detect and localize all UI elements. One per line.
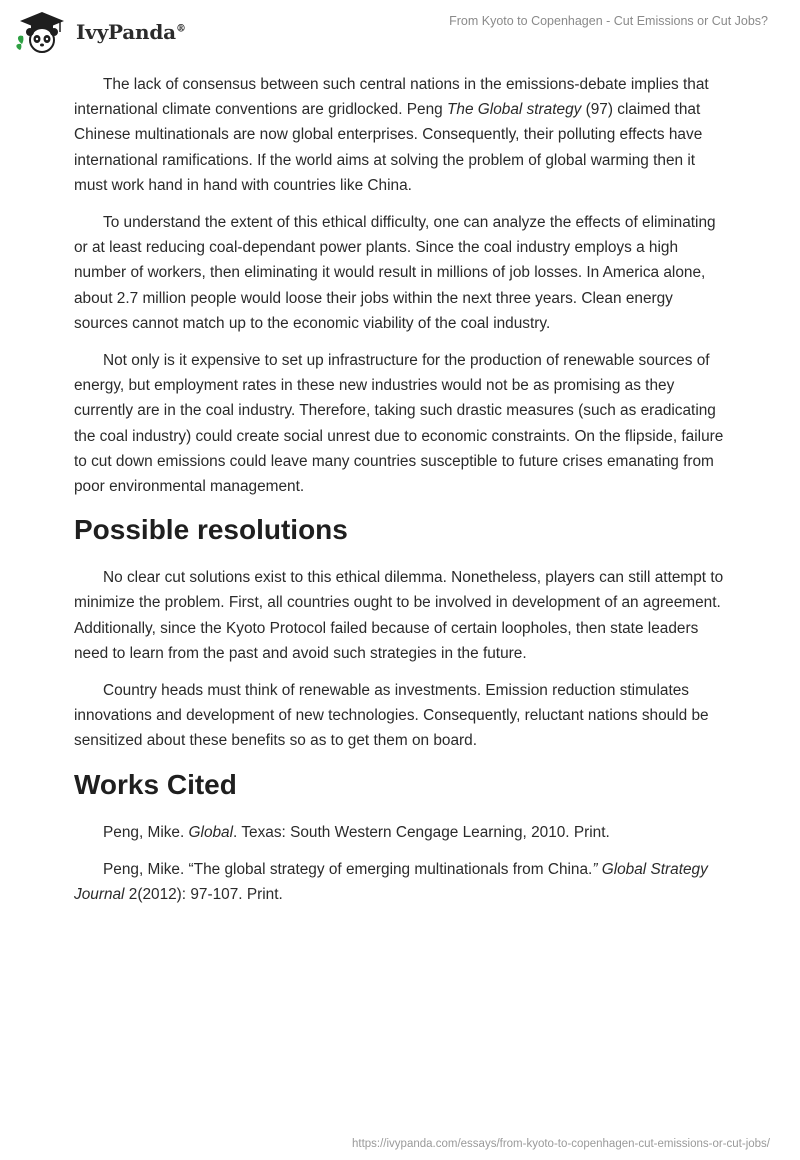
section-heading-works-cited: Works Cited <box>74 768 237 800</box>
paragraph: To understand the extent of this ethical difficulty, one can analyze the effects of eliminating or at least reducing coal-dependant power plants. Since the coal industry employs a high number of workers, then eliminating it would result in millions of job losses. In America alone, about 2.7 million people would loose their jobs within the next three years. Clean energy sources cannot match up to the economic viability of the coal industry. <box>74 214 716 332</box>
panda-graduation-icon <box>14 10 70 54</box>
paragraph: No clear cut solutions exist to this ethical dilemma. Nonetheless, players can still attempt to minimize the problem. First, all countries ought to be involved in development of an agreement. Additionally, since the Kyoto Protocol failed because of certain loopholes, then state leaders need to learn from the past and avoid such strategies in the future. <box>74 569 724 662</box>
page-header <box>0 0 800 64</box>
cited-title: The Global strategy <box>447 101 582 119</box>
source-url[interactable]: https://ivypanda.com/essays/from-kyoto-to-copenhagen-cut-emissions-or-cut-jobs/ <box>351 1138 770 1150</box>
paragraph: Not only is it expensive to set up infrastructure for the production of renewable sources of energy, but employment rates in these new industries would not be as promising as they currently are in the coal industry. Therefore, taking such drastic measures (such as eradicating the coal industry) could create social unrest due to economic constraints. On the flipside, failure to cut down emissions could leave many countries susceptible to future crises emanating from poor environmental management. <box>74 352 724 496</box>
citation: Peng, Mike. “The global strategy of emerging multinationals from China.” Global Strategy Journal 2(2012): 97-107. Print. <box>74 860 708 904</box>
document-title: From Kyoto to Copenhagen - Cut Emissions or Cut Jobs? <box>449 14 768 28</box>
ivypanda-logo[interactable] <box>14 10 186 54</box>
paragraph: The lack of consensus between such central nations in the emissions-debate implies that international climate conventions are gridlocked. Peng The Global strategy (97) claimed that Chinese multinationals are now global enterprises. Consequently, their polluting effects have international ramifications. If the world aims at solving the problem of global warming then it must work hand in hand with countries like China. <box>74 76 709 194</box>
section-heading-resolutions: Possible resolutions <box>74 514 348 546</box>
essay-body <box>74 72 726 919</box>
logo-text: IvyPanda® <box>76 20 186 44</box>
paragraph: Country heads must think of renewable as investments. Emission reduction stimulates innovations and development of new technologies. Consequently, reluctant nations should be sensitized about these benefits so as to get them on board. <box>74 682 709 750</box>
citation: Peng, Mike. Global. Texas: South Western Cengage Learning, 2010. Print. <box>103 823 610 841</box>
